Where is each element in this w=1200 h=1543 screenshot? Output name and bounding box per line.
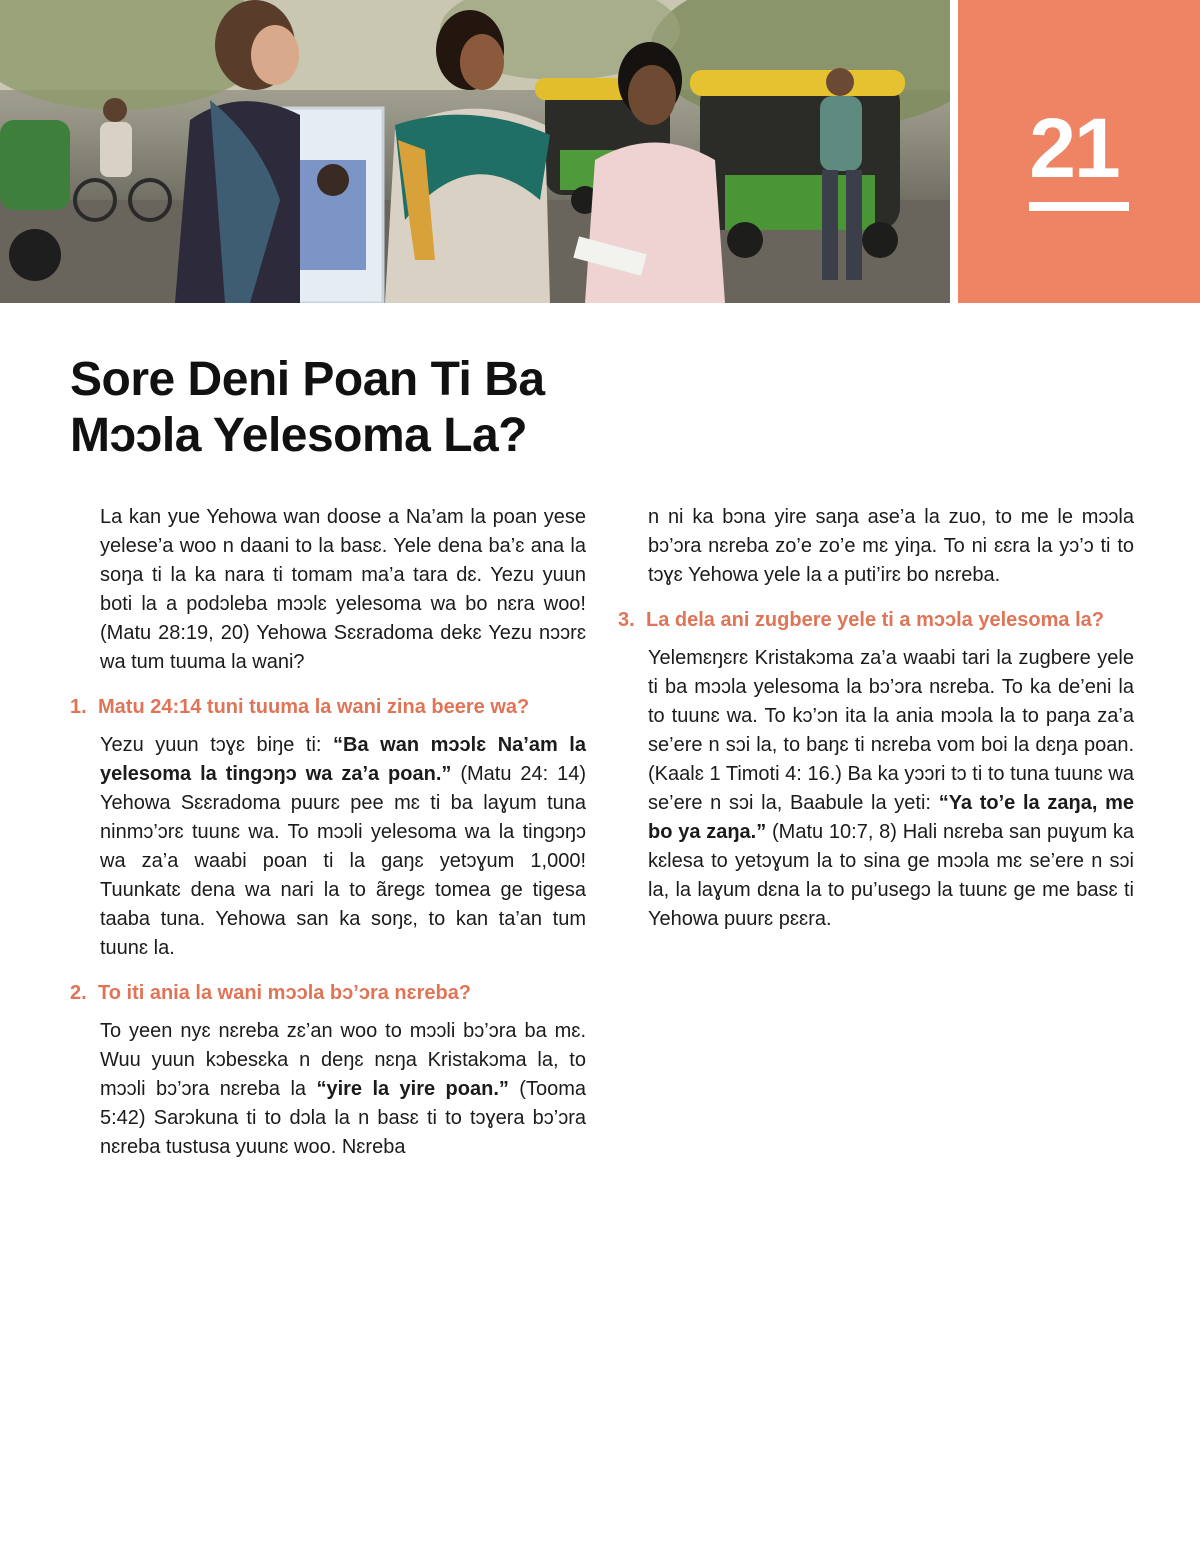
page-title-line-1: Sore Deni Poan Ti Ba (70, 353, 545, 406)
motorbike (0, 120, 70, 281)
answer-2-text-end: (Tooma 5:42) Sarɔkuna ti to dɔla la n basɛ ti to tɔɣera bɔ’ɔra nɛreba tustusa yuunɛ woo. Nɛreba (100, 1078, 586, 1158)
header-photo (0, 0, 950, 303)
lesson-number-box (958, 0, 1200, 303)
lesson-number: 21 (1029, 101, 1119, 195)
answer-1-text-end: (Matu 24: 14) Yehowa Sɛɛradoma puurɛ pee mɛ ti ba laɣum tuna ninmɔ’ɔrɛ tuunɛ wa. To mɔɔli yelesoma wa la tingɔŋɔ wa za’a waabi poan ti la gaŋɛ yetɔɣum 1,000! Tuunkatɛ dena wa nari la to ãregɛ tomea ge tigesa taaba tuna. Yehowa san ka soŋɛ, to kan ta’an tum tuunɛ la. (100, 763, 586, 959)
question-1-number: 1. (70, 696, 87, 718)
answer-3-text-end: (Matu 10:7, 8) Hali nɛreba san puɣum ka kɛlesa to yetɔɣum la to sina ge mɔɔla mɛ se’ere n sɔi la, la laɣum dɛna la to pu’usegɔ la tuunɛ ge me basɛ ti Yehowa puurɛ pɛɛra. (648, 821, 1134, 930)
lesson-number-rule (1029, 202, 1129, 211)
intro-paragraph: La kan yue Yehowa wan doose a Na’am la poan yese yelese’a woo n daani to la basɛ. Yele dena ba’ɛ ana la soŋa ti la ka nara ti tomam ma’a tara dɛ. Yezu yuun boti la a podɔleba mɔɔlɛ yelesoma wa bo nɛra woo! (Matu 28:19, 20) Yehowa Sɛɛradoma dekɛ Yezu nɔɔrɛ wa tum tuuma la wani? (100, 506, 586, 673)
answer-3-paragraph (648, 644, 1134, 934)
left-column (70, 503, 586, 1162)
answer-3-quote: “Ya to’e la zaŋa, me bo ya zaŋa.” (648, 792, 1134, 843)
question-3-number: 3. (618, 609, 635, 631)
question-2-number: 2. (70, 982, 87, 1004)
answer-2-text-start: To yeen nyɛ nɛreba zɛ’an woo to mɔɔli bɔ’ɔra ba mɛ. Wuu yuun kɔbesɛka n deŋɛ nɛŋa Kristakɔma la, to mɔɔli bɔ’ɔra nɛreba la (100, 1020, 586, 1100)
answer-2-paragraph (100, 1017, 586, 1162)
street-witnessing-photo-icon (0, 0, 950, 303)
answer-1-paragraph (100, 731, 586, 963)
page-title-line-2: Mɔɔla Yelesoma La? (70, 409, 528, 462)
question-1 (70, 693, 586, 721)
question-3-text: La dela ani zugbere yele ti a mɔɔla yelesoma la? (646, 609, 1104, 631)
answer-1-text-start: Yezu yuun tɔɣɛ biŋe ti: (100, 734, 334, 756)
rickshaw-right (690, 70, 905, 258)
answer-3-text-start: Yelemɛŋɛrɛ Kristakɔma za’a waabi tari la zugbere yele ti ba mɔɔla yelesoma la bɔ’ɔra nɛreba. To ka de’eni la to tuunɛ wa. To kɔ’ɔn ita la ania mɔɔla la to paŋa za’a se’ere n sɔi la, to baŋɛ ti nɛreba vom boi la dɛŋa poan. (Kaalɛ 1 Timoti 4: 16.) Ba ka yɔɔri tɔ ti to tuna tuunɛ wa se’ere n sɔi la, Baabule la yeti: (648, 647, 1134, 814)
page-title (70, 352, 890, 464)
answer-2-continuation: n ni ka bɔna yire saŋa ase’a la zuo, to me le mɔɔla bɔ’ɔra nɛreba zo’e zo’e mɛ yiŋa. To ni ɛɛra la yɔ’ɔ ti to tɔɣɛ Yehowa yele la a puti’irɛ bo nɛreba. (648, 506, 1134, 586)
answer-1-quote: “Ba wan mɔɔlɛ Na’am la yelesoma la tingɔŋɔ wa za’a poan.” (100, 734, 586, 785)
question-3 (618, 606, 1134, 634)
question-1-text: Matu 24:14 tuni tuuma la wani zina beere wa? (98, 696, 530, 718)
right-column (618, 503, 1134, 934)
question-2 (70, 979, 586, 1007)
answer-2-quote: “yire la yire poan.” (316, 1078, 509, 1100)
question-2-text: To iti ania la wani mɔɔla bɔ’ɔra nɛreba? (98, 982, 472, 1004)
